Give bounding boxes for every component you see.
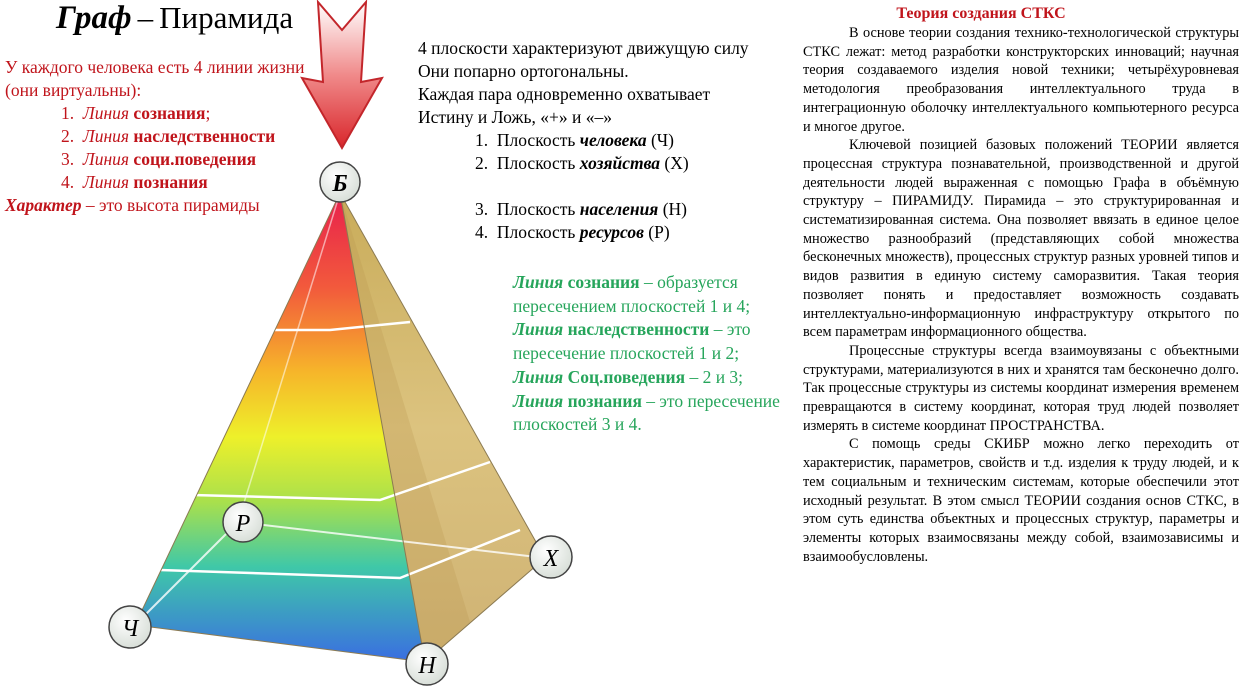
life-lines-block: [5, 56, 305, 217]
title-rest: Пирамида: [159, 0, 294, 35]
life-line-item: 1. Линия сознания;: [61, 103, 211, 123]
intersection-note: Линия наследственности – это пересечение плоскостей 1 и 2;: [513, 319, 751, 364]
theory-title: Теория создания СТКС: [896, 5, 1066, 22]
planes-intro-line: 4 плоскости характеризуют движущую силу: [418, 38, 749, 58]
node-front: [406, 643, 448, 685]
plane-item: 1. Плоскость человека (Ч): [475, 130, 674, 150]
theory-paragraph: С помощь среды СКИБР можно легко переходить от характеристик, параметров, свойств и т.д. изделия к труду людей, и к тем социальным и техническим системам, которые обеспечили этот исходный результат. В этом смысл ТЕОРИИ создания основ СТКС, в этом суть единства объектных и процессных структур, параметры и элементы которых взаимосвязаны между собой, взаимозависимы и взаимообусловлены.: [803, 436, 1239, 565]
plane-item: 4. Плоскость ресурсов (Р): [475, 222, 670, 242]
down-arrow-icon: [302, 2, 382, 148]
theory-column: [803, 4, 1239, 566]
planes-block: [418, 37, 808, 244]
theory-paragraph: Ключевой позицией базовых положений ТЕОРИИ является процессная структура познавательной, производственной и другой деятельности людей выраженная с помощью Графа в объёмную структуру – ПИРАМИДУ. Пирамида – это структурированная и систематизированная система. Она позволяет ввязать в единое целое множество разнообразий (представляющих собой множества бесконечных множеств), процессных структур разных уровней типов и видов развития в единую систему саморазвития. Такая теория позволяет понять и предоставляет возможность создавать интеллектуально-информационную инфраструктуру открытого по всем параметрам информационного общества.: [803, 137, 1239, 341]
node-right: [530, 536, 572, 578]
node-top: [320, 162, 360, 202]
life-line-item: 3. Линия соци.поведения: [61, 149, 257, 169]
node-back: [223, 502, 263, 542]
theory-paragraph: Процессные структуры всегда взаимоувязаны с объектными структурами, материализуются в них и хранятся там бесконечно долго. Так процессные структуры из системы координат измерения временем превращаются в систему координат, которая труд людей позволяет измерять в системе координат ПРОСТРАНСТВА.: [803, 342, 1239, 434]
node-top-label: Б: [332, 171, 348, 197]
title-word: Граф: [56, 0, 132, 36]
plane-spacer: [471, 175, 808, 198]
planes-intro-line: Истину и Ложь, «+» и «–»: [418, 107, 612, 127]
life-line-item: 2. Линия наследственности: [61, 126, 276, 146]
intersection-note: Линия сознания – образуется пересечением плоскостей 1 и 4;: [513, 272, 751, 316]
life-line-item: 4. Линия познания: [61, 172, 208, 192]
planes-intro-line: Они попарно ортогональны.: [418, 61, 629, 81]
plane-item: 3. Плоскость населения (Н): [475, 199, 687, 219]
node-front-label: Н: [418, 653, 436, 679]
life-lines-intro: У каждого человека есть 4 линии жизни (они виртуальны):: [5, 57, 305, 100]
line-intersections-block: [513, 271, 788, 437]
intersection-note: Линия познания – это пересечение плоскостей 3 и 4.: [513, 390, 780, 435]
character-definition: Характер – это высота пирамиды: [5, 195, 260, 215]
node-left: [109, 606, 151, 648]
node-back-label: Р: [235, 511, 251, 537]
intersection-note: Линия Соц.поведения – 2 и 3;: [513, 366, 744, 387]
plane-item: 2. Плоскость хозяйства (Х): [475, 153, 689, 173]
node-left-label: Ч: [121, 616, 139, 642]
front-face: [135, 193, 425, 662]
theory-paragraph: В основе теории создания технико-технологической структуры СТКС лежат: метод разработки конструкторских инноваций; научная теория создаваемого изделия новой техники; четырёхуровневая методология преобразования интеллектуального труда в интеграционную оболочку интеллектуального компьютерного ресурса и многое другое.: [803, 25, 1239, 135]
node-right-label: Х: [543, 546, 559, 572]
planes-intro-line: Каждая пара одновременно охватывает: [418, 84, 711, 104]
title-dash: –: [137, 0, 154, 35]
